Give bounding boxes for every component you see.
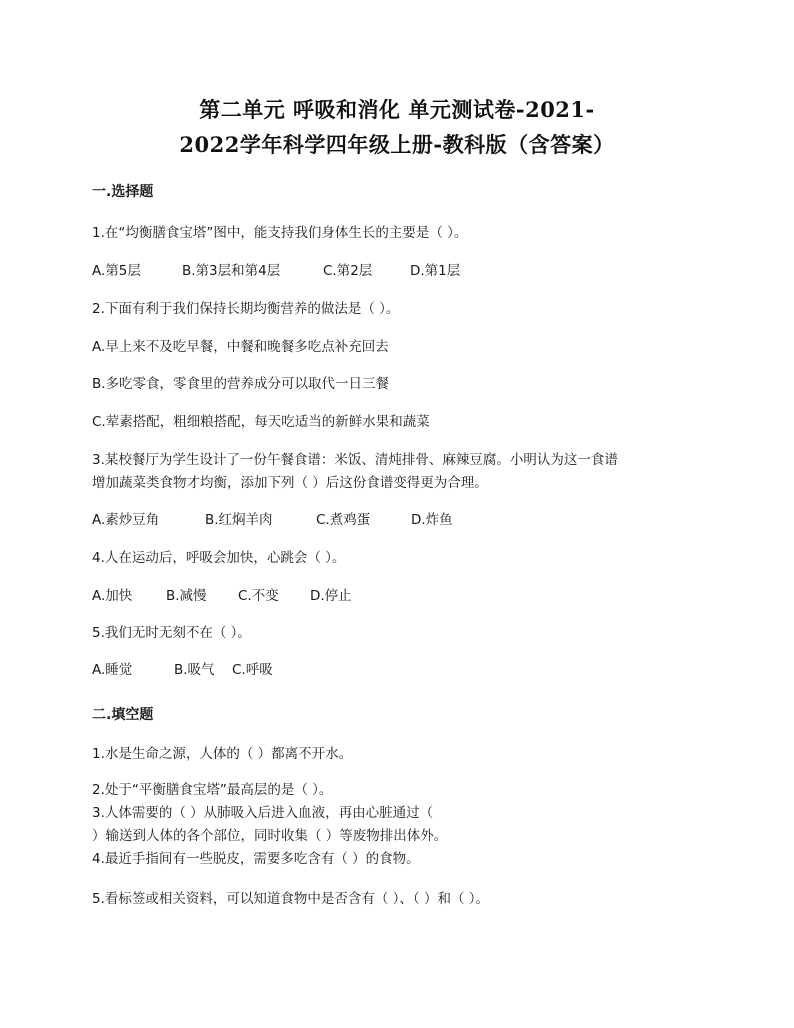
fill-question-5: 5.看标签或相关资料，可以知道食物中是否含有（ ）、（ ）和（ ）。: [92, 891, 490, 907]
section-heading-fill: 二.填空题: [92, 707, 154, 723]
option-a: A.素炒豆角: [92, 512, 160, 528]
option-d: D.停止: [310, 588, 352, 604]
question-1-text: 1.在“均衡膳食宝塔”图中，能支持我们身体生长的主要是（ ）。: [92, 225, 468, 241]
option-c: C.荤素搭配，粗细粮搭配，每天吃适当的新鲜水果和蔬菜: [92, 414, 430, 430]
question-3-text-line2: 增加蔬菜类食物才均衡，添加下列（ ）后这份食谱变得更为合理。: [92, 475, 488, 491]
question-5-text: 5.我们无时无刻不在（ ）。: [92, 625, 251, 641]
fill-question-2: 2.处于“平衡膳食宝塔”最高层的是（ ）。: [92, 782, 333, 798]
fill-question-4: 4.最近手指间有一些脱皮，需要多吃含有（ ）的食物。: [92, 851, 420, 867]
option-a: A.睡觉: [92, 662, 133, 678]
question-3-text-line1: 3.某校餐厅为学生设计了一份午餐食谱：米饭、清炖排骨、麻辣豆腐。小明认为这一食谱: [92, 452, 618, 468]
option-b: B.第3层和第4层: [182, 263, 281, 279]
fill-question-3-line2: ）输送到人体的各个部位，同时收集（ ）等废物排出体外。: [92, 828, 448, 844]
document-title-line2: 2022学年科学四年级上册-教科版（含答案）: [179, 132, 615, 157]
fill-question-1: 1.水是生命之源，人体的（ ）都离不开水。: [92, 746, 353, 762]
option-a: A.第5层: [92, 263, 141, 279]
option-c: C.不变: [238, 588, 279, 604]
question-4-options: [92, 587, 352, 605]
fill-question-3-line1: 3.人体需要的（ ）从肺吸入后进入血液，再由心脏通过（: [92, 805, 434, 821]
question-3-options: [92, 511, 453, 529]
section-heading-choice: 一.选择题: [92, 184, 154, 200]
option-c: C.呼吸: [232, 662, 273, 678]
option-a: A.加快: [92, 588, 133, 604]
option-b: B.多吃零食，零食里的营养成分可以取代一日三餐: [92, 376, 390, 392]
question-4-text: 4.人在运动后，呼吸会加快，心跳会（ ）。: [92, 550, 346, 566]
question-2-text: 2.下面有利于我们保持长期均衡营养的做法是（ ）。: [92, 301, 400, 317]
option-c: C.煮鸡蛋: [316, 512, 371, 528]
option-c: C.第2层: [323, 263, 373, 279]
option-d: D.炸鱼: [411, 512, 453, 528]
question-1-options: [92, 262, 460, 280]
question-5-options: [92, 661, 273, 679]
option-d: D.第1层: [410, 263, 461, 279]
option-b: B.红焖羊肉: [205, 512, 273, 528]
option-b: B.减慢: [166, 588, 207, 604]
option-b: B.吸气: [174, 662, 215, 678]
document-title-line1: 第二单元 呼吸和消化 单元测试卷-2021-: [199, 97, 595, 122]
option-a: A.早上来不及吃早餐，中餐和晚餐多吃点补充回去: [92, 339, 389, 355]
